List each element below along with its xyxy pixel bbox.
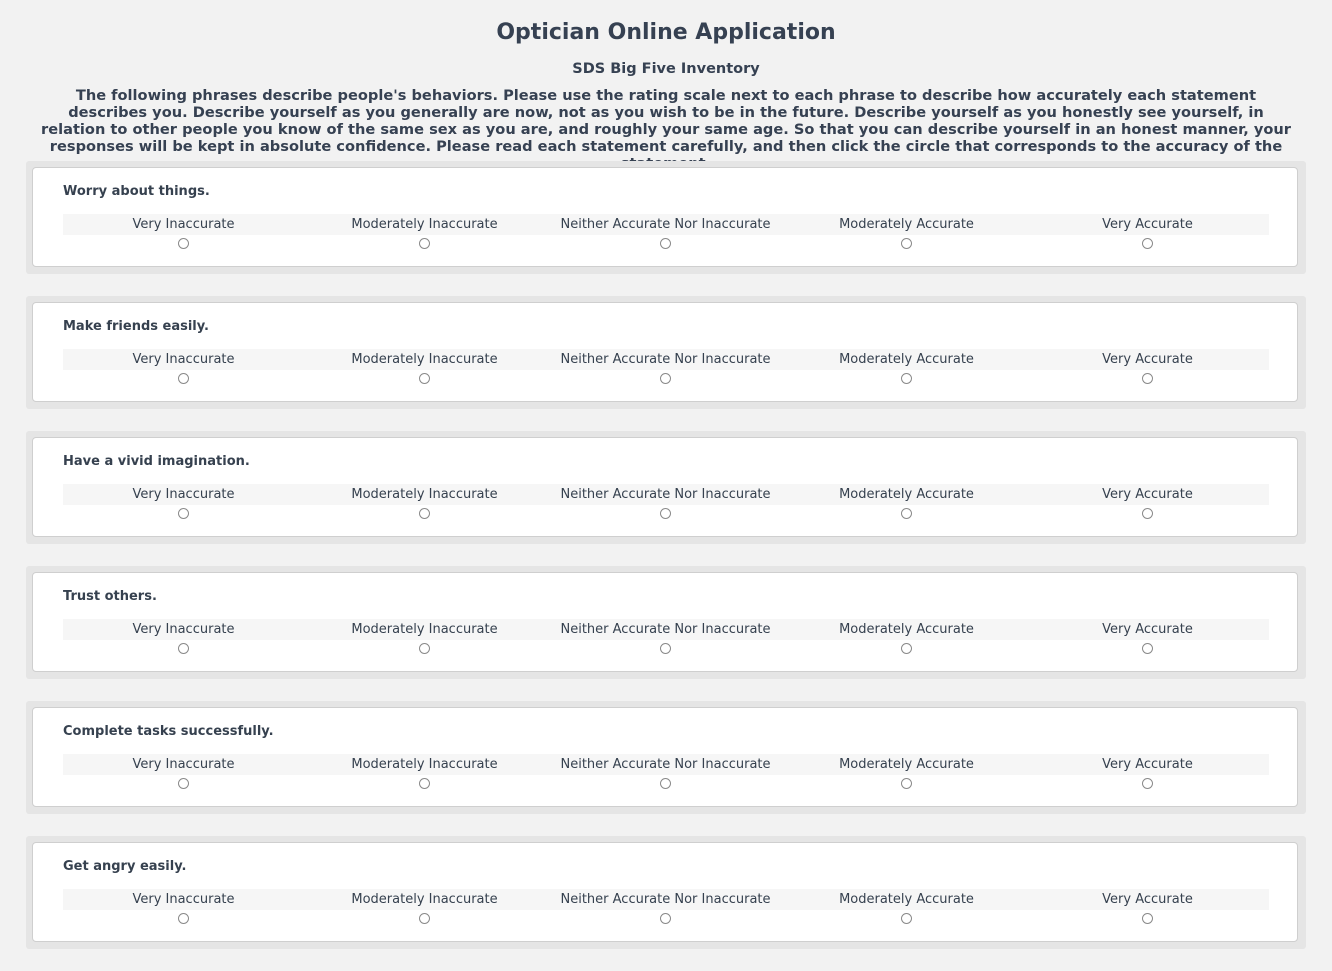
rating-option[interactable] bbox=[304, 484, 545, 519]
rating-scale bbox=[63, 889, 1269, 910]
rating-radio-button[interactable] bbox=[1142, 643, 1153, 654]
rating-option-label: Moderately Accurate bbox=[839, 622, 974, 637]
rating-option[interactable] bbox=[304, 754, 545, 789]
rating-option[interactable] bbox=[304, 349, 545, 384]
rating-option[interactable] bbox=[1027, 349, 1268, 384]
rating-option-label: Neither Accurate Nor Inaccurate bbox=[560, 757, 771, 772]
question-card bbox=[32, 842, 1298, 942]
rating-option[interactable] bbox=[1027, 484, 1268, 519]
rating-option-label: Neither Accurate Nor Inaccurate bbox=[560, 622, 771, 637]
rating-option[interactable] bbox=[786, 754, 1027, 789]
rating-option[interactable] bbox=[304, 619, 545, 654]
rating-radio-button[interactable] bbox=[178, 508, 189, 519]
rating-option-label: Moderately Inaccurate bbox=[351, 892, 498, 907]
question-block bbox=[26, 701, 1306, 814]
question-card bbox=[32, 302, 1298, 402]
rating-radio-button[interactable] bbox=[901, 508, 912, 519]
rating-option[interactable] bbox=[63, 754, 304, 789]
rating-radio-button[interactable] bbox=[1142, 778, 1153, 789]
rating-radio-button[interactable] bbox=[419, 913, 430, 924]
rating-option[interactable] bbox=[304, 889, 545, 924]
rating-radio-button[interactable] bbox=[178, 913, 189, 924]
rating-option-label: Moderately Accurate bbox=[839, 352, 974, 367]
rating-option-label: Moderately Accurate bbox=[839, 217, 974, 232]
rating-option-label: Very Inaccurate bbox=[132, 892, 235, 907]
question-card bbox=[32, 167, 1298, 267]
rating-option[interactable] bbox=[1027, 889, 1268, 924]
question-text: Worry about things. bbox=[63, 184, 210, 199]
question-text: Complete tasks successfully. bbox=[63, 724, 274, 739]
rating-scale bbox=[63, 754, 1269, 775]
rating-radio-button[interactable] bbox=[1142, 913, 1153, 924]
question-block bbox=[26, 431, 1306, 544]
question-card bbox=[32, 437, 1298, 537]
instructions-text: The following phrases describe people's behaviors. Please use the rating scale next to each phrase to describe how accurately each statement describes you. Describe yourself as you generally are now, not as you wish to be in the future. Describe yourself as you honestly see yourself, in relation to other people you know of the same sex as you are, and roughly your same age. So that you can describe yourself in an honest manner, your responses will be kept in absolute confidence. Please read each statement carefully, and then click the circle that corresponds to the accuracy of the bbox=[41, 87, 1291, 155]
rating-radio-button[interactable] bbox=[178, 643, 189, 654]
question-card bbox=[32, 707, 1298, 807]
rating-radio-button[interactable] bbox=[178, 778, 189, 789]
rating-option[interactable] bbox=[63, 214, 304, 249]
rating-option[interactable] bbox=[786, 484, 1027, 519]
rating-scale bbox=[63, 349, 1269, 370]
rating-radio-button[interactable] bbox=[419, 373, 430, 384]
rating-option[interactable] bbox=[63, 619, 304, 654]
rating-scale bbox=[63, 484, 1269, 505]
rating-option[interactable] bbox=[63, 889, 304, 924]
rating-option-label: Neither Accurate Nor Inaccurate bbox=[560, 217, 771, 232]
rating-option[interactable] bbox=[545, 619, 786, 654]
rating-option-label: Very Inaccurate bbox=[132, 757, 235, 772]
rating-option-label: Very Accurate bbox=[1102, 217, 1193, 232]
question-block bbox=[26, 296, 1306, 409]
rating-option-label: Very Inaccurate bbox=[132, 487, 235, 502]
rating-option-label: Very Inaccurate bbox=[132, 622, 235, 637]
rating-radio-button[interactable] bbox=[1142, 238, 1153, 249]
rating-radio-button[interactable] bbox=[178, 373, 189, 384]
rating-option[interactable] bbox=[545, 754, 786, 789]
rating-option[interactable] bbox=[786, 619, 1027, 654]
rating-option[interactable] bbox=[1027, 754, 1268, 789]
rating-option-label: Neither Accurate Nor Inaccurate bbox=[560, 487, 771, 502]
rating-option-label: Moderately Accurate bbox=[839, 892, 974, 907]
rating-radio-button[interactable] bbox=[901, 373, 912, 384]
rating-radio-button[interactable] bbox=[178, 238, 189, 249]
question-block bbox=[26, 836, 1306, 949]
rating-radio-button[interactable] bbox=[419, 238, 430, 249]
rating-radio-button[interactable] bbox=[660, 643, 671, 654]
rating-option-label: Moderately Inaccurate bbox=[351, 487, 498, 502]
rating-scale bbox=[63, 214, 1269, 235]
question-text: Trust others. bbox=[63, 589, 157, 604]
rating-radio-button[interactable] bbox=[660, 913, 671, 924]
question-card bbox=[32, 572, 1298, 672]
question-text: Have a vivid imagination. bbox=[63, 454, 250, 469]
inventory-subtitle: SDS Big Five Inventory bbox=[572, 61, 760, 77]
rating-radio-button[interactable] bbox=[901, 778, 912, 789]
rating-option[interactable] bbox=[63, 349, 304, 384]
rating-scale bbox=[63, 619, 1269, 640]
rating-option-label: Neither Accurate Nor Inaccurate bbox=[560, 892, 771, 907]
question-block bbox=[26, 566, 1306, 679]
rating-radio-button[interactable] bbox=[419, 778, 430, 789]
rating-option-label: Moderately Inaccurate bbox=[351, 217, 498, 232]
rating-option[interactable] bbox=[545, 349, 786, 384]
rating-radio-button[interactable] bbox=[1142, 373, 1153, 384]
rating-option[interactable] bbox=[63, 484, 304, 519]
page-title: Optician Online Application bbox=[496, 20, 836, 45]
rating-option[interactable] bbox=[1027, 214, 1268, 249]
rating-option[interactable] bbox=[545, 484, 786, 519]
question-block bbox=[26, 161, 1306, 274]
rating-radio-button[interactable] bbox=[660, 778, 671, 789]
rating-radio-button[interactable] bbox=[901, 238, 912, 249]
question-text: Make friends easily. bbox=[63, 319, 209, 334]
rating-radio-button[interactable] bbox=[660, 238, 671, 249]
rating-radio-button[interactable] bbox=[419, 508, 430, 519]
rating-option-label: Very Accurate bbox=[1102, 892, 1193, 907]
rating-option[interactable] bbox=[786, 889, 1027, 924]
rating-option-label: Moderately Inaccurate bbox=[351, 352, 498, 367]
rating-option[interactable] bbox=[545, 214, 786, 249]
question-list bbox=[26, 161, 1306, 971]
rating-option-label: Very Accurate bbox=[1102, 757, 1193, 772]
rating-option[interactable] bbox=[786, 349, 1027, 384]
rating-option-label: Moderately Accurate bbox=[839, 487, 974, 502]
rating-option[interactable] bbox=[1027, 619, 1268, 654]
rating-radio-button[interactable] bbox=[660, 508, 671, 519]
rating-option-label: Moderately Inaccurate bbox=[351, 757, 498, 772]
rating-option[interactable] bbox=[786, 214, 1027, 249]
rating-option-label: Moderately Accurate bbox=[839, 757, 974, 772]
rating-option[interactable] bbox=[304, 214, 545, 249]
rating-radio-button[interactable] bbox=[660, 373, 671, 384]
rating-option-label: Very Accurate bbox=[1102, 352, 1193, 367]
rating-option[interactable] bbox=[545, 889, 786, 924]
rating-radio-button[interactable] bbox=[419, 643, 430, 654]
rating-option-label: Very Inaccurate bbox=[132, 352, 235, 367]
rating-option-label: Neither Accurate Nor Inaccurate bbox=[560, 352, 771, 367]
question-text: Get angry easily. bbox=[63, 859, 187, 874]
rating-option-label: Very Accurate bbox=[1102, 622, 1193, 637]
rating-radio-button[interactable] bbox=[901, 643, 912, 654]
rating-option-label: Very Inaccurate bbox=[132, 217, 235, 232]
rating-option-label: Very Accurate bbox=[1102, 487, 1193, 502]
rating-radio-button[interactable] bbox=[1142, 508, 1153, 519]
rating-radio-button[interactable] bbox=[901, 913, 912, 924]
rating-option-label: Moderately Inaccurate bbox=[351, 622, 498, 637]
